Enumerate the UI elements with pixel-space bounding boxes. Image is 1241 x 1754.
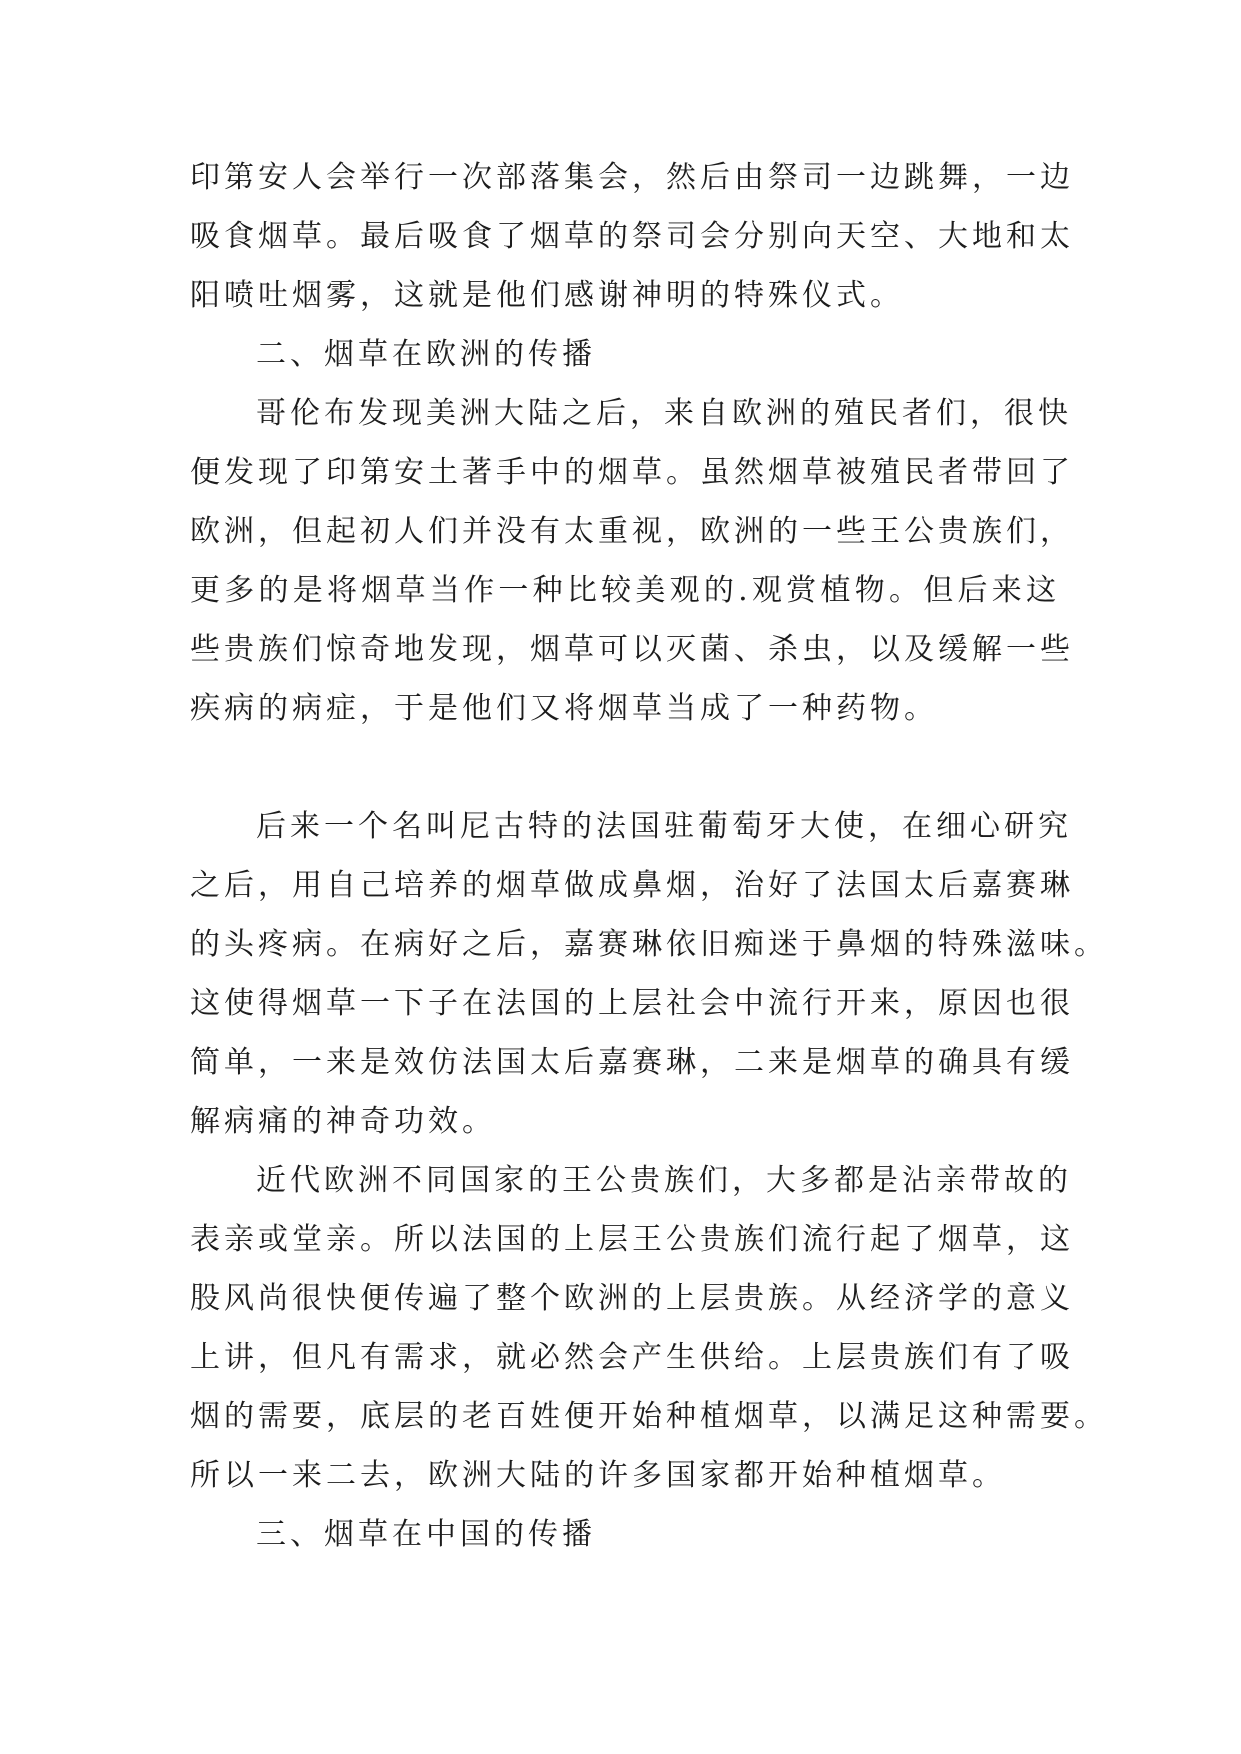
paragraph-line: 欧洲，但起初人们并没有太重视，欧洲的一些王公贵族们， — [190, 514, 1074, 549]
paragraph-line: 印第安人会举行一次部落集会，然后由祭司一边跳舞，一边 — [190, 160, 1074, 195]
paragraph-line: 烟的需要，底层的老百姓便开始种植烟草，以满足这种需要。 — [190, 1399, 1108, 1434]
section-heading: 二、烟草在欧洲的传播 — [256, 337, 596, 372]
paragraph-line: 疾病的病症，于是他们又将烟草当成了一种药物。 — [190, 691, 938, 726]
paragraph-line: 阳喷吐烟雾，这就是他们感谢神明的特殊仪式。 — [190, 278, 904, 313]
paragraph-line: 表亲或堂亲。所以法国的上层王公贵族们流行起了烟草，这 — [190, 1222, 1074, 1257]
paragraph-line: 所以一来二去，欧洲大陆的许多国家都开始种植烟草。 — [190, 1458, 1006, 1493]
paragraph-columbus — [190, 384, 1074, 738]
section-heading-china — [190, 1505, 1060, 1564]
paragraph-line: 简单，一来是效仿法国太后嘉赛琳，二来是烟草的确具有缓 — [190, 1045, 1074, 1080]
paragraph-line: 后来一个名叫尼古特的法国驻葡萄牙大使，在细心研究 — [256, 809, 1072, 844]
paragraph-line: 吸食烟草。最后吸食了烟草的祭司会分别向天空、大地和太 — [190, 219, 1074, 254]
paragraph-line: 上讲，但凡有需求，就必然会产生供给。上层贵族们有了吸 — [190, 1340, 1074, 1375]
paragraph-line: 些贵族们惊奇地发现，烟草可以灭菌、杀虫，以及缓解一些 — [190, 632, 1074, 667]
paragraph-nobility — [190, 1151, 1108, 1505]
paragraph-nicot — [190, 797, 1108, 1151]
paragraph-gap — [190, 738, 1060, 797]
paragraph-line: 股风尚很快便传遍了整个欧洲的上层贵族。从经济学的意义 — [190, 1281, 1074, 1316]
paragraph-line: 便发现了印第安土著手中的烟草。虽然烟草被殖民者带回了 — [190, 455, 1074, 490]
paragraph-line: 这使得烟草一下子在法国的上层社会中流行开来，原因也很 — [190, 986, 1074, 1021]
paragraph-line: 哥伦布发现美洲大陆之后，来自欧洲的殖民者们，很快 — [256, 396, 1072, 431]
paragraph-line: 之后，用自己培养的烟草做成鼻烟，治好了法国太后嘉赛琳 — [190, 868, 1074, 903]
section-heading: 三、烟草在中国的传播 — [256, 1517, 596, 1552]
section-heading-europe — [190, 325, 1060, 384]
paragraph-line: 近代欧洲不同国家的王公贵族们，大多都是沾亲带故的 — [256, 1163, 1072, 1198]
document-body — [190, 148, 1108, 1564]
paragraph-line: 解病痛的神奇功效。 — [190, 1104, 496, 1139]
paragraph-line: 的头疼病。在病好之后，嘉赛琳依旧痴迷于鼻烟的特殊滋味。 — [190, 927, 1108, 962]
paragraph-line: 更多的是将烟草当作一种比较美观的.观赏植物。但后来这 — [190, 573, 1060, 608]
paragraph-ritual — [190, 148, 1074, 325]
